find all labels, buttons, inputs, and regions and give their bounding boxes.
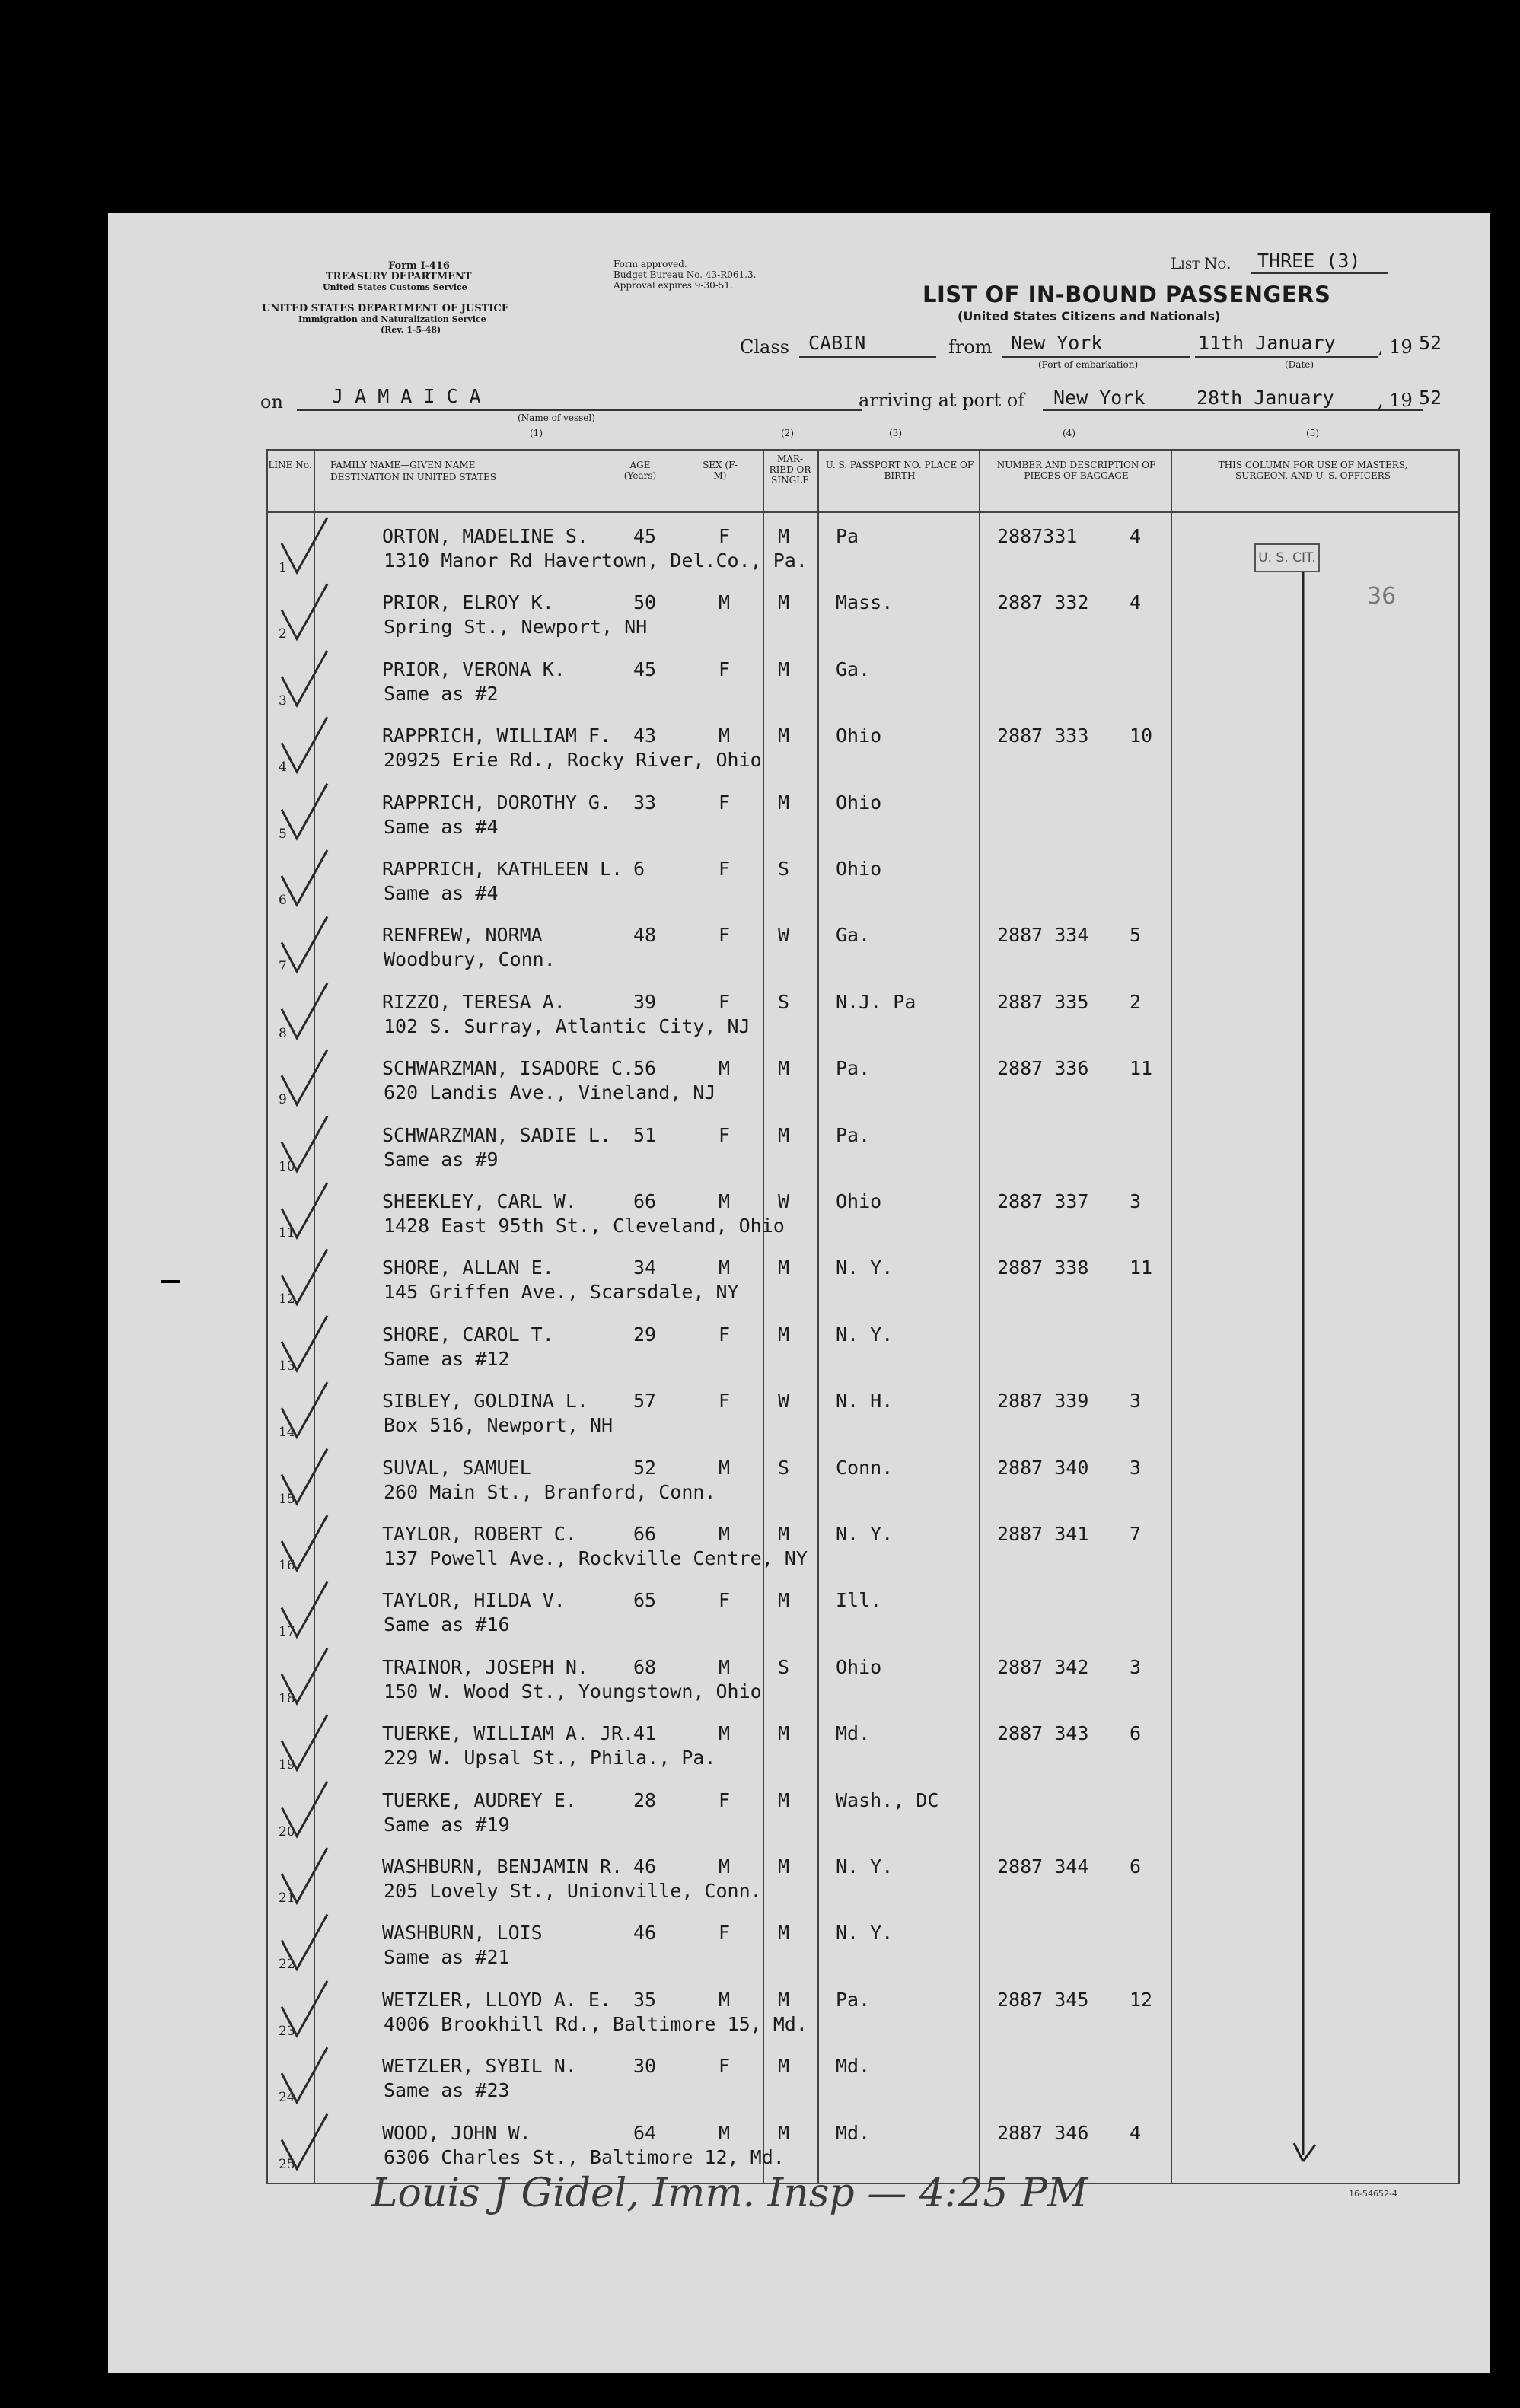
line-number: 23 — [279, 2023, 295, 2039]
line-number: 4 — [279, 760, 287, 776]
from-label: from — [948, 336, 993, 358]
marital-status: S — [778, 1655, 790, 1678]
passenger-sex: F — [719, 1390, 731, 1413]
marital-status: W — [778, 1190, 790, 1212]
passenger-sex: F — [719, 525, 731, 547]
destination: Same as #16 — [384, 1613, 510, 1636]
place-of-birth: Md. — [836, 2055, 871, 2078]
passenger-name: SCHWARZMAN, SADIE L. — [382, 1123, 612, 1146]
baggage-pieces: 11 — [1130, 1057, 1153, 1080]
passenger-name: WOOD, JOHN W. — [382, 2121, 531, 2144]
marital-status: M — [778, 1988, 790, 2011]
passenger-name: TAYLOR, HILDA V. — [382, 1589, 566, 1612]
passenger-age: 35 — [633, 1988, 657, 2011]
passenger-sex: F — [719, 1589, 731, 1612]
approval-line-2: Budget Bureau No. 43-R061.3. — [613, 269, 757, 280]
destination: Same as #9 — [384, 1148, 499, 1171]
destination: 1428 East 95th St., Cleveland, Ohio — [384, 1215, 785, 1237]
destination: Same as #4 — [384, 815, 499, 838]
arrival-year-prefix: , 19 — [1378, 390, 1413, 411]
place-of-birth: Conn. — [836, 1456, 894, 1479]
marital-status: M — [778, 725, 790, 747]
place-of-birth: N. Y. — [836, 1855, 894, 1878]
passenger-name: RAPPRICH, WILLIAM F. — [382, 725, 612, 747]
destination: 150 W. Wood St., Youngstown, Ohio — [384, 1680, 762, 1702]
passenger-age: 46 — [633, 1855, 657, 1878]
marital-status: S — [778, 990, 790, 1013]
checkmark — [282, 1116, 327, 1171]
passenger-age: 64 — [633, 2121, 657, 2144]
passenger-age: 66 — [633, 1190, 657, 1212]
embarkation-caption: (Port of embarkation) — [1038, 359, 1139, 370]
destination: 229 W. Upsal St., Phila., Pa. — [384, 1747, 716, 1769]
checkmark — [282, 784, 327, 839]
checkmark — [282, 1316, 327, 1371]
embarkation-year: 52 — [1419, 332, 1442, 354]
baggage-pieces: 3 — [1130, 1190, 1142, 1212]
destination: Woodbury, Conn. — [384, 948, 556, 971]
place-of-birth: Pa. — [836, 1057, 871, 1080]
passenger-age: 50 — [633, 591, 657, 614]
on-label: on — [260, 391, 283, 412]
baggage-pieces: 4 — [1130, 591, 1142, 614]
passenger-sex: M — [719, 725, 731, 747]
marital-status: M — [778, 1722, 790, 1745]
line-number: 16 — [279, 1558, 295, 1573]
passenger-sex: M — [719, 1722, 731, 1745]
baggage-pieces: 3 — [1130, 1655, 1142, 1678]
passenger-name: SHEEKLEY, CARL W. — [382, 1190, 577, 1212]
passenger-age: 51 — [633, 1123, 657, 1146]
passenger-age: 56 — [633, 1057, 657, 1080]
line-number: 13 — [279, 1358, 295, 1374]
marital-status: M — [778, 1323, 790, 1346]
passenger-age: 48 — [633, 924, 657, 947]
baggage-pieces: 3 — [1130, 1390, 1142, 1413]
passenger-name: SUVAL, SAMUEL — [382, 1456, 531, 1479]
marital-status: W — [778, 1390, 790, 1413]
vessel-name: J A M A I C A — [332, 385, 481, 407]
passenger-name: WASHBURN, LOIS — [382, 1922, 543, 1945]
line-number: 24 — [279, 2090, 295, 2106]
marital-status: M — [778, 1855, 790, 1878]
destination: Same as #19 — [384, 1813, 510, 1836]
passenger-name: TAYLOR, ROBERT C. — [382, 1523, 577, 1545]
baggage-number: 2887 337 — [997, 1190, 1089, 1212]
immigration-service: Immigration and Naturalization Service — [298, 314, 486, 324]
place-of-birth: N. Y. — [836, 1523, 894, 1545]
checkmark — [282, 1581, 327, 1636]
passenger-sex: M — [719, 1855, 731, 1878]
destination: Same as #4 — [384, 882, 499, 904]
passenger-age: 28 — [633, 1788, 657, 1811]
checkmark — [282, 1648, 327, 1703]
header-officers: THIS COLUMN FOR USE OF MASTERS, SURGEON, AND U. S. OFFICERS — [1218, 460, 1408, 481]
col-number-4: (4) — [1063, 428, 1075, 438]
checkmark — [282, 518, 327, 572]
passenger-sex: F — [719, 858, 731, 880]
passenger-age: 68 — [633, 1655, 657, 1678]
baggage-pieces: 7 — [1130, 1523, 1142, 1545]
col-number-1: (1) — [530, 428, 543, 438]
marital-status: S — [778, 858, 790, 880]
line-number: 20 — [279, 1824, 295, 1839]
destination: 260 Main St., Branford, Conn. — [384, 1480, 716, 1503]
embarkation-year-prefix: , 19 — [1378, 336, 1413, 358]
form-footer-number: 16-54652-4 — [1349, 2189, 1397, 2199]
passenger-name: RAPPRICH, DOROTHY G. — [382, 791, 612, 814]
passenger-sex: M — [719, 1655, 731, 1678]
place-of-birth: Ohio — [836, 1190, 882, 1212]
inspector-signature: Louis J Gidel, Imm. Insp — 4:25 PM — [371, 2171, 1088, 2216]
passenger-age: 45 — [633, 525, 657, 547]
line-number: 9 — [279, 1092, 287, 1108]
place-of-birth: N. Y. — [836, 1323, 894, 1346]
passenger-name: TRAINOR, JOSEPH N. — [382, 1655, 588, 1678]
destination: Same as #12 — [384, 1347, 510, 1370]
place-of-birth: Ga. — [836, 658, 871, 680]
marital-status: M — [778, 2121, 790, 2144]
destination: 145 Griffen Ave., Scarsdale, NY — [384, 1281, 739, 1304]
passenger-name: RIZZO, TERESA A. — [382, 990, 566, 1013]
checkmark — [282, 983, 327, 1038]
header-age: AGE (Years) — [623, 460, 657, 481]
passenger-name: WETZLER, LLOYD A. E. — [382, 1988, 612, 2011]
passenger-age: 57 — [633, 1390, 657, 1413]
baggage-pieces: 10 — [1130, 725, 1153, 747]
line-number: 3 — [279, 693, 287, 709]
destination: 620 Landis Ave., Vineland, NJ — [384, 1081, 716, 1104]
pencil-note: 36 — [1367, 583, 1397, 610]
passenger-name: SHORE, CAROL T. — [382, 1323, 554, 1346]
passenger-sex: M — [719, 1257, 731, 1279]
checkmark — [282, 850, 327, 905]
place-of-birth: Md. — [836, 1722, 871, 1745]
passenger-name: WETZLER, SYBIL N. — [382, 2055, 577, 2078]
line-number: 7 — [279, 959, 287, 975]
place-of-birth: Ohio — [836, 1655, 882, 1678]
checkmark — [282, 916, 327, 971]
place-of-birth: N. Y. — [836, 1257, 894, 1279]
passenger-name: ORTON, MADELINE S. — [382, 525, 588, 547]
passenger-name: PRIOR, ELROY K. — [382, 591, 554, 614]
marital-status: M — [778, 2055, 790, 2078]
marital-status: M — [778, 791, 790, 814]
embarkation-date: 11th January — [1198, 332, 1336, 354]
line-number: 25 — [279, 2156, 295, 2172]
embarkation-port: New York — [1011, 332, 1103, 354]
arrival-port: New York — [1053, 387, 1146, 409]
marital-status: S — [778, 1456, 790, 1479]
marital-status: W — [778, 924, 790, 947]
checkmark — [282, 651, 327, 706]
checkmark — [282, 584, 327, 639]
checkmark — [282, 1782, 327, 1836]
passenger-age: 66 — [633, 1523, 657, 1545]
customs-service: United States Customs Service — [323, 282, 467, 292]
page-subtitle: (United States Citizens and Nationals) — [958, 309, 1221, 323]
marital-status: M — [778, 525, 790, 547]
line-number: 21 — [279, 1890, 295, 1906]
line-number: 12 — [279, 1292, 295, 1308]
class-value: CABIN — [808, 332, 866, 354]
place-of-birth: Ga. — [836, 924, 871, 947]
passenger-sex: F — [719, 791, 731, 814]
baggage-pieces: 5 — [1130, 924, 1142, 947]
line-number: 17 — [279, 1624, 295, 1640]
destination: 137 Powell Ave., Rockville Centre, NY — [384, 1547, 808, 1569]
baggage-pieces: 6 — [1130, 1855, 1142, 1878]
passenger-age: 41 — [633, 1722, 657, 1745]
destination: 20925 Erie Rd., Rocky River, Ohio — [384, 749, 762, 772]
baggage-pieces: 12 — [1130, 1988, 1153, 2011]
destination: 4006 Brookhill Rd., Baltimore 15, Md. — [384, 2012, 808, 2035]
baggage-number: 2887 341 — [997, 1523, 1089, 1545]
baggage-number: 2887 339 — [997, 1390, 1089, 1413]
baggage-pieces: 11 — [1130, 1257, 1153, 1279]
place-of-birth: Ohio — [836, 791, 882, 814]
approval-line-1: Form approved. — [613, 259, 687, 269]
passenger-sex: M — [719, 1988, 731, 2011]
checkmark — [282, 1249, 327, 1304]
baggage-number: 2887 343 — [997, 1722, 1089, 1745]
passenger-sex: F — [719, 2055, 731, 2078]
marital-status: M — [778, 1589, 790, 1612]
page-title: LIST OF IN-BOUND PASSENGERS — [923, 282, 1331, 307]
place-of-birth: Pa. — [836, 1123, 871, 1146]
marital-status: M — [778, 1922, 790, 1945]
destination: Same as #2 — [384, 682, 499, 705]
passenger-sex: M — [719, 591, 731, 614]
header-married: MAR-RIED OR SINGLE — [769, 454, 811, 486]
line-number: 5 — [279, 826, 287, 842]
baggage-number: 2887 345 — [997, 1988, 1089, 2011]
line-number: 15 — [279, 1491, 295, 1507]
vessel-caption: (Name of vessel) — [518, 412, 595, 423]
header-name: FAMILY NAME—GIVEN NAME — [330, 460, 476, 470]
arrival-year: 52 — [1419, 387, 1442, 409]
header-sex: SEX (F-M) — [703, 460, 738, 481]
checkmark — [282, 2114, 327, 2169]
baggage-pieces: 3 — [1130, 1456, 1142, 1479]
line-number: 6 — [279, 893, 287, 908]
passenger-name: WASHBURN, BENJAMIN R. — [382, 1855, 623, 1878]
checkmark — [282, 1848, 327, 1903]
checkmark — [282, 1449, 327, 1504]
passenger-sex: M — [719, 1456, 731, 1479]
header-destination: DESTINATION IN UNITED STATES — [330, 472, 496, 483]
marital-status: M — [778, 1123, 790, 1146]
passenger-age: 33 — [633, 791, 657, 814]
passenger-name: SCHWARZMAN, ISADORE C. — [382, 1057, 635, 1080]
checkmark — [282, 1050, 327, 1104]
destination: Same as #23 — [384, 2079, 510, 2102]
checkmark — [282, 1981, 327, 2036]
baggage-pieces: 2 — [1130, 990, 1142, 1013]
passenger-age: 43 — [633, 725, 657, 747]
line-number: 11 — [279, 1225, 295, 1241]
baggage-number: 2887 332 — [997, 591, 1089, 614]
place-of-birth: Md. — [836, 2121, 871, 2144]
place-of-birth: Wash., DC — [836, 1788, 939, 1811]
col-number-3: (3) — [889, 428, 902, 438]
passenger-sex: M — [719, 1190, 731, 1212]
place-of-birth: N. Y. — [836, 1922, 894, 1945]
header-line-no: LINE No. — [268, 460, 312, 470]
place-of-birth: Mass. — [836, 591, 894, 614]
class-label: Class — [740, 336, 789, 358]
passenger-age: 30 — [633, 2055, 657, 2078]
passenger-sex: F — [719, 1922, 731, 1945]
place-of-birth: Ohio — [836, 858, 882, 880]
checkmark — [282, 1382, 327, 1437]
place-of-birth: Ohio — [836, 725, 882, 747]
baggage-number: 2887 338 — [997, 1257, 1089, 1279]
destination: 1310 Manor Rd Havertown, Del.Co., Pa. — [384, 549, 808, 572]
date-caption: (Date) — [1285, 359, 1314, 370]
line-number: 18 — [279, 1690, 295, 1706]
passenger-sex: F — [719, 990, 731, 1013]
place-of-birth: Pa. — [836, 1988, 871, 2011]
approval-line-3: Approval expires 9-30-51. — [613, 280, 733, 291]
arriving-label: arriving at port of — [859, 390, 1025, 411]
passenger-age: 29 — [633, 1323, 657, 1346]
passenger-age: 46 — [633, 1922, 657, 1945]
checkmark — [282, 2047, 327, 2102]
marital-status: M — [778, 1057, 790, 1080]
passenger-name: RAPPRICH, KATHLEEN L. — [382, 858, 623, 880]
justice-department: UNITED STATES DEPARTMENT OF JUSTICE — [262, 303, 509, 314]
line-number: 10 — [279, 1158, 295, 1174]
passenger-age: 34 — [633, 1257, 657, 1279]
treasury-department: TREASURY DEPARTMENT — [326, 271, 472, 282]
baggage-number: 2887 340 — [997, 1456, 1089, 1479]
destination: Spring St., Newport, NH — [384, 616, 648, 639]
baggage-pieces: 4 — [1130, 525, 1142, 547]
passenger-name: PRIOR, VERONA K. — [382, 658, 566, 680]
baggage-number: 2887 342 — [997, 1655, 1089, 1678]
place-of-birth: N.J. Pa — [836, 990, 916, 1013]
baggage-number: 2887 334 — [997, 924, 1089, 947]
baggage-number: 2887 333 — [997, 725, 1089, 747]
list-no-label: List No. — [1171, 254, 1232, 272]
passenger-sex: M — [719, 1057, 731, 1080]
passenger-name: SHORE, ALLAN E. — [382, 1257, 554, 1279]
destination: 102 S. Surray, Atlantic City, NJ — [384, 1014, 750, 1037]
baggage-number: 2887 336 — [997, 1057, 1089, 1080]
line-number: 8 — [279, 1025, 287, 1041]
passenger-name: RENFREW, NORMA — [382, 924, 543, 947]
checkmark — [282, 717, 327, 772]
header-baggage: NUMBER AND DESCRIPTION OF PIECES OF BAGGAGE — [996, 460, 1156, 481]
place-of-birth: Pa — [836, 525, 859, 547]
destination: Same as #21 — [384, 1946, 510, 1969]
place-of-birth: N. H. — [836, 1390, 894, 1413]
passenger-sex: F — [719, 1323, 731, 1346]
line-number: 19 — [279, 1757, 295, 1773]
line-number: 1 — [279, 560, 287, 575]
arrival-date: 28th January — [1197, 387, 1334, 409]
us-citizen-stamp: U. S. CIT. — [1254, 543, 1320, 572]
passenger-age: 52 — [633, 1456, 657, 1479]
destination: 205 Lovely St., Unionville, Conn. — [384, 1880, 762, 1902]
checkmark — [282, 1715, 327, 1769]
passenger-sex: F — [719, 924, 731, 947]
passenger-age: 45 — [633, 658, 657, 680]
passenger-name: TUERKE, AUDREY E. — [382, 1788, 577, 1811]
destination: Box 516, Newport, NH — [384, 1414, 613, 1437]
line-number: 2 — [279, 626, 287, 642]
marital-status: M — [778, 658, 790, 680]
baggage-pieces: 6 — [1130, 1722, 1142, 1745]
col-number-2: (2) — [781, 428, 794, 438]
header-passport: U. S. PASSPORT NO. PLACE OF BIRTH — [825, 460, 974, 481]
passenger-age: 39 — [633, 990, 657, 1013]
line-number: 22 — [279, 1957, 295, 1973]
list-no-value: THREE (3) — [1257, 250, 1361, 272]
passenger-name: SIBLEY, GOLDINA L. — [382, 1390, 588, 1413]
baggage-number: 2887 335 — [997, 990, 1089, 1013]
baggage-number: 2887331 — [997, 525, 1078, 547]
checkmark — [282, 1515, 327, 1570]
place-of-birth: Ill. — [836, 1589, 882, 1612]
marital-status: M — [778, 1788, 790, 1811]
passenger-sex: F — [719, 1788, 731, 1811]
checkmark — [282, 1183, 327, 1237]
line-number: 14 — [279, 1425, 295, 1441]
passenger-sex: M — [719, 2121, 731, 2144]
baggage-number: 2887 346 — [997, 2121, 1089, 2144]
baggage-number: 2887 344 — [997, 1855, 1089, 1878]
destination: 6306 Charles St., Baltimore 12, Md. — [384, 2145, 785, 2168]
passenger-age: 6 — [633, 858, 645, 880]
marital-status: M — [778, 1257, 790, 1279]
form-revision: (Rev. 1-5-48) — [381, 325, 441, 335]
passenger-sex: F — [719, 1123, 731, 1146]
passenger-age: 65 — [633, 1589, 657, 1612]
baggage-pieces: 4 — [1130, 2121, 1142, 2144]
checkmark — [282, 1914, 327, 1969]
marital-status: M — [778, 591, 790, 614]
form-number: Form I-416 — [388, 260, 450, 272]
col-number-5: (5) — [1306, 428, 1319, 438]
passenger-name: TUERKE, WILLIAM A. JR. — [382, 1722, 635, 1745]
passenger-sex: F — [719, 658, 731, 680]
passenger-sex: M — [719, 1523, 731, 1545]
marital-status: M — [778, 1523, 790, 1545]
